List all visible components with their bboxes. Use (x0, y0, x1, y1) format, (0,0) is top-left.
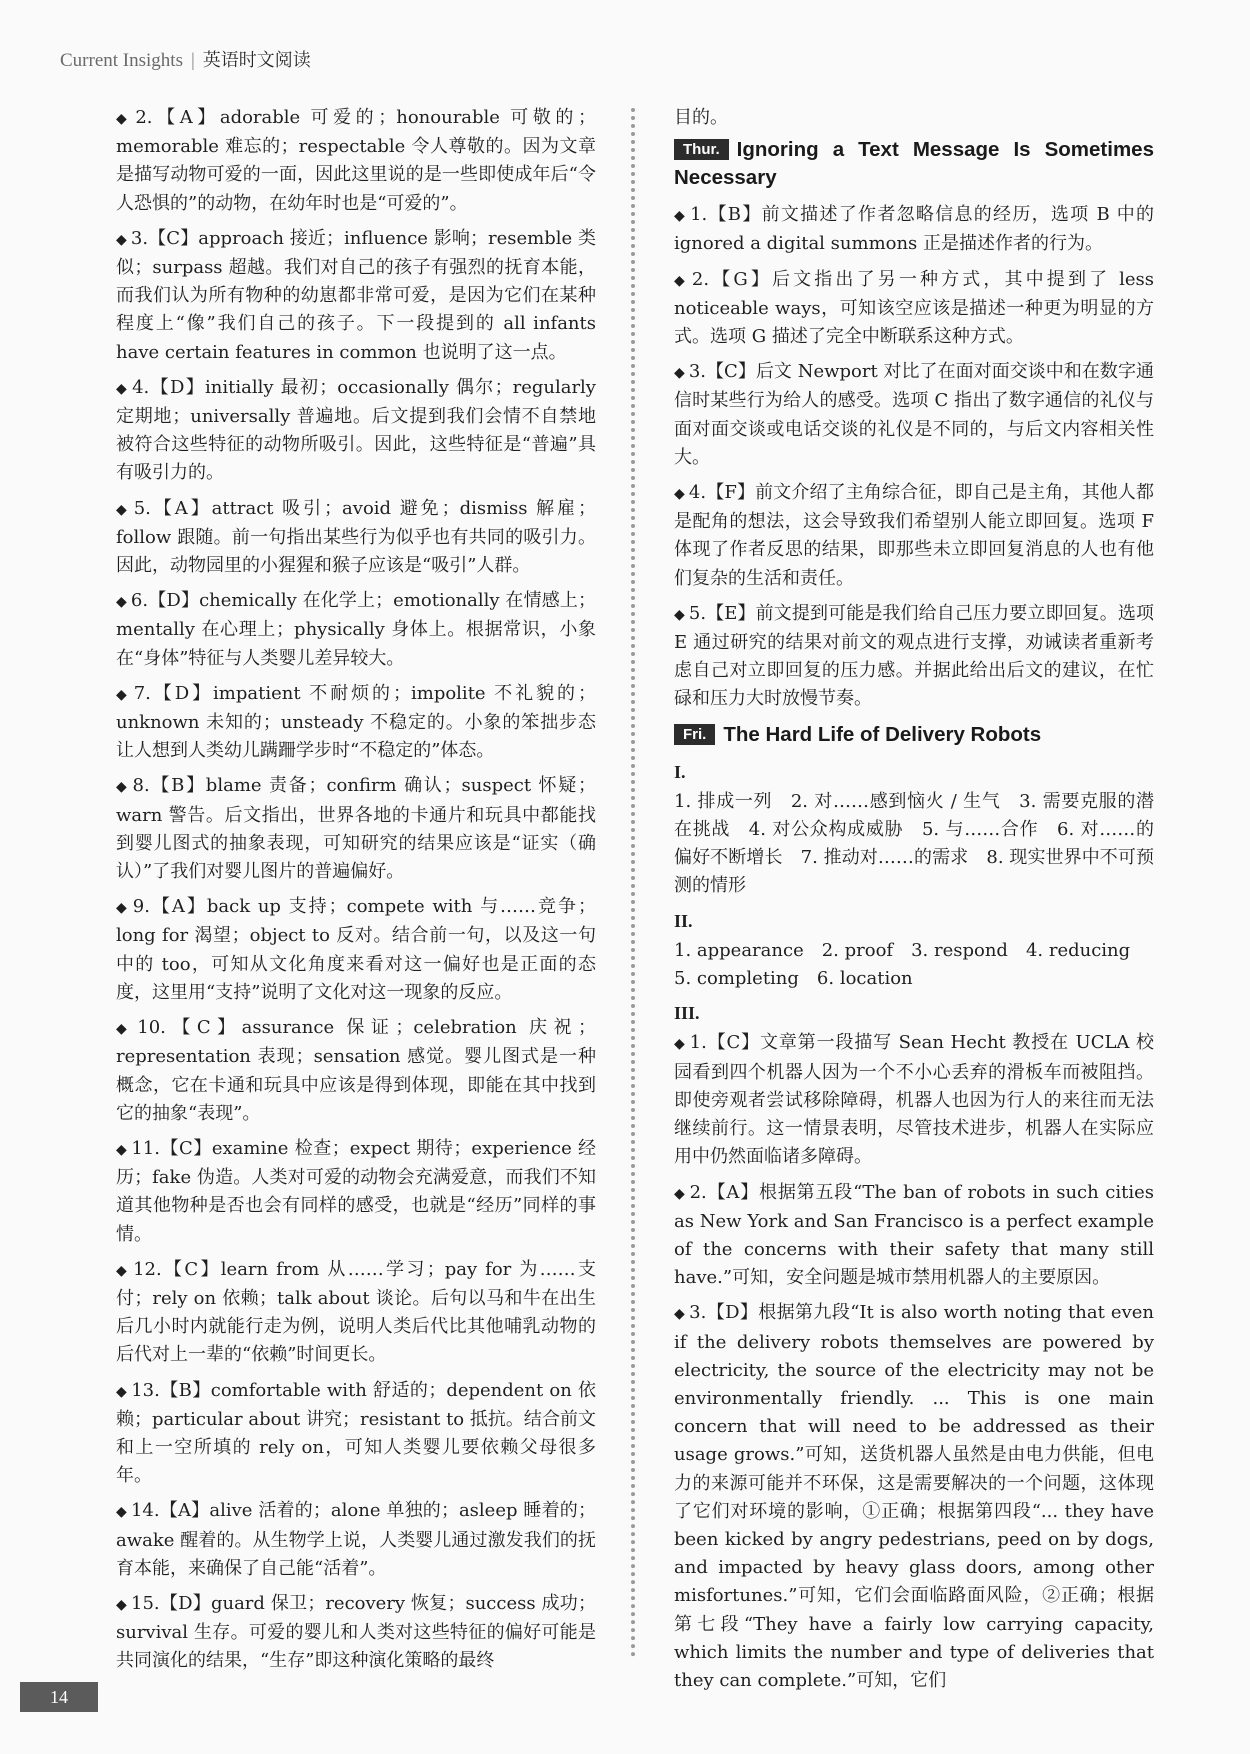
running-header (60, 46, 311, 72)
section-title: Ignoring a Text Message Is Sometimes Necessary (674, 138, 1154, 190)
answer-item: ◆ 4.【F】前文介绍了主角综合征，即自己是主角，其他人都是配角的想法，这会导致我们希望别人能立即回复。选项 F 体现了作者反思的结果，即那些未立即回复消息的人也有他们复杂的生活和责任。 (674, 482, 1154, 589)
answer-item: ◆ 5.【A】attract 吸引；avoid 避免；dismiss 解雇；follow 跟随。前一句指出某些行为似乎也有共同的吸引力。因此，动物园里的小猩猩和猴子应该是“吸引”人群。 (116, 497, 596, 577)
bullet-diamond-icon: ◆ (674, 1036, 686, 1053)
part-label: III. (674, 1003, 700, 1024)
bullet-diamond-icon: ◆ (116, 1504, 127, 1521)
header-title: 英语时文阅读 (202, 50, 311, 71)
bullet-diamond-icon: ◆ (674, 272, 688, 289)
answer-item: ◆ 10.【C】assurance 保证；celebration 庆祝；representation 表现；sensation 感觉。婴儿图式是一种概念，它在卡通和玩具中应该是得到体现，即能在其中找到它的抽象“表现”。 (116, 1017, 596, 1124)
answer-item: ◆ 1.【B】前文描述了作者忽略信息的经历，选项 B 中的 ignored a digital summons 正是描述作者的行为。 (674, 204, 1154, 255)
answer-item: ◆ 1.【C】文章第一段描写 Sean Hecht 教授在 UCLA 校园看到四个机器人因为一个不小心丢弃的滑板车而被阻挡。即使旁观者尝试移除障碍，机器人也因为行人的来往而无法继续前行。这一情景表明，尽管技术进步，机器人在实际应用中仍然面临诸多障碍。 (674, 1032, 1154, 1168)
day-tag: Fri. (674, 724, 715, 745)
bullet-diamond-icon: ◆ (116, 501, 130, 518)
section-heading-thursday (674, 136, 1154, 192)
part-one-answers: 1. 排成一列 2. 对……感到恼火 / 生气 3. 需要克服的潜在挑战 4. 对公众构成威胁 5. 与……合作 6. 对……的偏好不断增长 7. 推动对……的需求 8. 现实世界中不可预测的情形 (674, 790, 1154, 897)
answer-item: ◆ 2.【G】后文指出了另一种方式，其中提到了 less noticeable ways，可知该空应该是描述一种更为明显的方式。选项 G 描述了完全中断联系这种方式。 (674, 268, 1154, 348)
bullet-diamond-icon: ◆ (116, 111, 132, 127)
answer-item: ◆ 3.【C】approach 接近；influence 影响；resemble 类似；surpass 超越。我们对自己的孩子有强烈的抚育本能，而我们认为所有物种的幼崽都非常可爱，是因为它们在某种程度上“像”我们自己的孩子。下一段提到的 all infants have certain features in common 也说明了这一点。 (116, 227, 596, 363)
section-heading-friday (674, 721, 1154, 749)
bullet-diamond-icon: ◆ (674, 1185, 686, 1202)
answer-item: ◆ 3.【C】后文 Newport 对比了在面对面交谈中和在数字通信时某些行为给人的感受。选项 C 指出了数字通信的礼仪与面对面交谈或电话交谈的礼仪是不同的，与后文内容相关性大。 (674, 361, 1154, 468)
continuation-text: 目的。 (674, 107, 728, 128)
day-tag: Thur. (674, 139, 729, 160)
answer-item: ◆ 11.【C】examine 检查；expect 期待；experience 经历；fake 伪造。人类对可爱的动物会充满爱意，而我们不知道其他物种是否也会有同样的感受，也就是“经历”同样的事情。 (116, 1137, 596, 1245)
part-two-answers-line: 1. appearance 2. proof 3. respond 4. reducing (674, 939, 1131, 961)
bullet-diamond-icon: ◆ (116, 779, 129, 796)
answer-item: ◆ 13.【B】comfortable with 舒适的；dependent on 依赖；particular about 讲究；resistant to 抵抗。结合前文和上一空所填的 rely on，可知人类婴儿要依赖父母很多年。 (116, 1379, 596, 1487)
bullet-diamond-icon: ◆ (116, 1141, 128, 1158)
answer-item: ◆ 4.【D】initially 最初；occasionally 偶尔；regularly 定期地；universally 普遍地。后文提到我们会情不自禁地被符合这些特征的动物所吸引。因此，这些特征是“普遍”具有吸引力的。 (116, 376, 596, 484)
left-column (116, 104, 596, 1683)
answer-item: ◆ 15.【D】guard 保卫；recovery 恢复；success 成功；survival 生存。可爱的婴儿和人类对这些特征的偏好可能是共同演化的结果，“生存”即这种演化策略的最终 (116, 1592, 596, 1672)
answer-item: ◆ 7.【D】impatient 不耐烦的；impolite 不礼貌的；unknown 未知的；unsteady 不稳定的。小象的笨拙步态让人想到人类幼儿蹒跚学步时“不稳定的”体态。 (116, 682, 596, 762)
answer-item: ◆ 12.【C】learn from 从……学习；pay for 为……支付；rely on 依赖；talk about 谈论。后句以马和牛在出生后几小时内就能行走为例，说明人类后代比其他哺乳动物的后代对上一辈的“依赖”时间更长。 (116, 1258, 596, 1366)
answer-item: ◆ 2.【A】adorable 可爱的；honourable 可敬的；memorable 难忘的；respectable 令人尊敬的。因为文章是描写动物可爱的一面，因此这里说的是一些即使成年后“令人恐惧的”的动物，在幼年时也是“可爱的”。 (116, 107, 596, 214)
answer-item: ◆ 6.【D】chemically 在化学上；emotionally 在情感上；mentally 在心理上；physically 身体上。根据常识，小象在“身体”特征与人类婴儿差异较大。 (116, 590, 596, 669)
answer-item: ◆ 2.【A】根据第五段“The ban of robots in such cities as New York and San Francisco is a perfect example of the concerns with their safety that many still have.”可知，安全问题是城市禁用机器人的主要原因。 (674, 1181, 1154, 1289)
bullet-diamond-icon: ◆ (674, 208, 687, 225)
bullet-diamond-icon: ◆ (116, 380, 129, 397)
part-label: I. (674, 761, 686, 782)
answer-item: ◆ 8.【B】blame 责备；confirm 确认；suspect 怀疑；warn 警告。后文指出，世界各地的卡通片和玩具中都能找到婴儿图式的抽象表现，可知研究的结果应该是“证实（确认）”了我们对婴儿图片的普遍偏好。 (116, 775, 596, 883)
bullet-diamond-icon: ◆ (116, 1262, 130, 1279)
bullet-diamond-icon: ◆ (674, 1306, 686, 1323)
header-brand: Current Insights (60, 50, 183, 71)
page-number: 14 (20, 1682, 98, 1712)
section-title: The Hard Life of Delivery Robots (723, 722, 1042, 746)
bullet-diamond-icon: ◆ (674, 486, 685, 503)
bullet-diamond-icon: ◆ (674, 606, 685, 623)
answer-item: ◆ 3.【D】根据第九段“It is also worth noting that even if the delivery robots themselves are powered by electricity, the source of the electricity may not be environmentally friendly. ... This is one main concern that will need to be addressed as their usage grows.”可知，送货机器人虽然是由电力供能，但电力的来源可能并不环保，这是需要解决的一个问题，这体现了它们对环境的影响，①正确；根据第四段“... they have been kicked by angry pedestrians, peed on by dogs, and impacted by heavy glass doors, among other misfortunes.”可知，它们会面临路面风险，②正确；根据第七段“They have a fairly low carrying capacity, which limits the number and type of deliveries that they can complete.”可知，它们 (674, 1302, 1154, 1691)
answer-item: ◆ 5.【E】前文提到可能是我们给自己压力要立即回复。选项 E 通过研究的结果对前文的观点进行支撑，劝诫读者重新考虑自己对立即回复的压力感。并据此给出后文的建议，在忙碌和压力大时放慢节奏。 (674, 602, 1154, 710)
bullet-diamond-icon: ◆ (116, 686, 130, 703)
bullet-diamond-icon: ◆ (116, 231, 127, 248)
bullet-diamond-icon: ◆ (116, 1021, 134, 1038)
part-label: II. (674, 910, 693, 931)
bullet-diamond-icon: ◆ (116, 1383, 128, 1400)
header-separator: | (190, 50, 195, 71)
column-divider (631, 108, 635, 1658)
right-column (674, 104, 1154, 1702)
bullet-diamond-icon: ◆ (116, 1596, 127, 1613)
part-two-answers-line: 5. completing 6. location (674, 968, 913, 990)
answer-item: ◆ 9.【A】back up 支持；compete with 与……竞争；long for 渴望；object to 反对。结合前一句，以及这一句中的 too，可知从文化角度来看对这一偏好也是正面的态度，这里用“支持”说明了文化对这一现象的反应。 (116, 896, 596, 1003)
bullet-diamond-icon: ◆ (674, 365, 685, 382)
bullet-diamond-icon: ◆ (116, 594, 127, 611)
bullet-diamond-icon: ◆ (116, 900, 129, 917)
answer-item: ◆ 14.【A】alive 活着的；alone 单独的；asleep 睡着的；awake 醒着的。从生物学上说，人类婴儿通过激发我们的抚育本能，来确保了自己能“活着”。 (116, 1500, 596, 1579)
